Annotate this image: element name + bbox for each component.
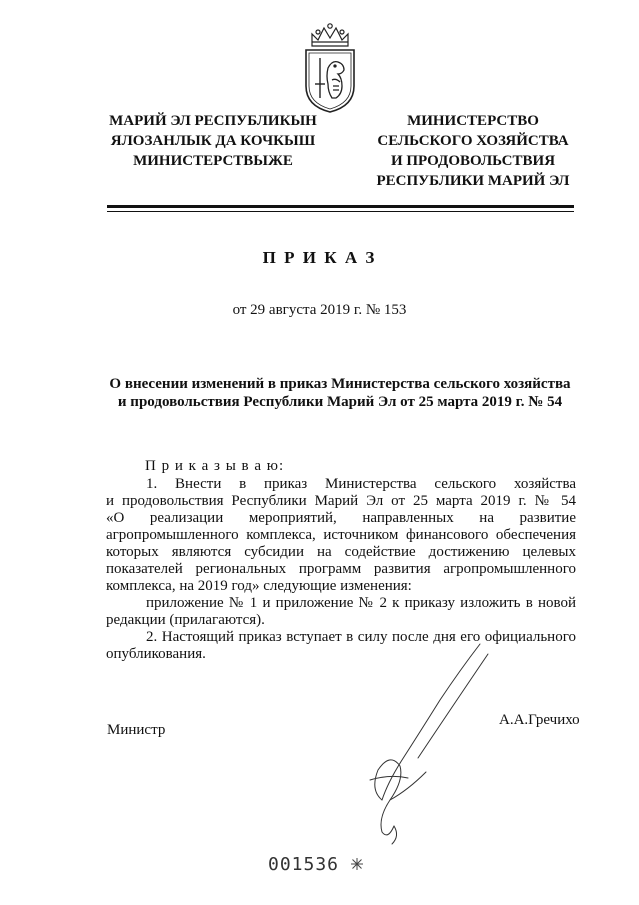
document-subject [95,375,585,411]
header-right-line: СЕЛЬСКОГО ХОЗЯЙСТВА [377,133,569,149]
order-word: П р и к а з ы в а ю: [145,458,285,474]
document-date-number: от 29 августа 2019 г. № 153 [232,302,407,318]
header-right-line: МИНИСТЕРСТВО [407,113,539,129]
body-line: опубликования. [106,646,206,662]
signature-name: А.А.Гречихо [499,712,580,728]
body-line: показателей региональных программ развития агропромышленного [106,561,576,577]
coat-of-arms-emblem [298,20,362,116]
body-line: редакции (прилагаются). [106,612,265,628]
header-left-line: МИНИСТЕРСТВЫЖЕ [133,153,293,169]
header-rule-thin [107,211,574,212]
body-line: 1. Внести в приказ Министерства сельского хозяйства [146,476,576,492]
body-line: которых являются субсидии на содействие достижению целевых [106,544,576,560]
serial-number: 001536 [268,854,340,875]
document-type-title: П Р И К А З [262,248,377,267]
subject-line: и продовольствия Республики Марий Эл от 25 марта 2019 г. № 54 [117,394,563,410]
body-line: комплекса, на 2019 год» следующие изменения: [106,578,412,594]
star-stamp-icon [351,858,363,870]
body-line: приложение № 1 и приложение № 2 к приказу изложить в новой [146,595,576,611]
handwritten-signature [330,640,510,850]
header-right-line: РЕСПУБЛИКИ МАРИЙ ЭЛ [376,173,570,189]
header-right-block [370,111,576,191]
signature-title: Министр [107,722,166,738]
body-line: 2. Настоящий приказ вступает в силу после дня его официального [146,629,576,645]
header-left-block [106,111,320,171]
header-rule-thick [107,205,574,208]
body-line: агропромышленного комплекса, источником финансового обеспечения [106,527,576,543]
header-left-line: МАРИЙ ЭЛ РЕСПУБЛИКЫН [109,113,317,129]
body-line: «О реализации мероприятий, направленных на развитие [106,510,576,526]
subject-line: О внесении изменений в приказ Министерства сельского хозяйства [109,376,571,392]
header-left-line: ЯЛОЗАНЛЫК ДА КОЧКЫШ [110,133,316,149]
header-right-line: И ПРОДОВОЛЬСТВИЯ [390,153,556,169]
crown-icon [312,24,348,46]
body-line: и продовольствия Республики Марий Эл от 25 марта 2019 г. № 54 [106,493,576,509]
